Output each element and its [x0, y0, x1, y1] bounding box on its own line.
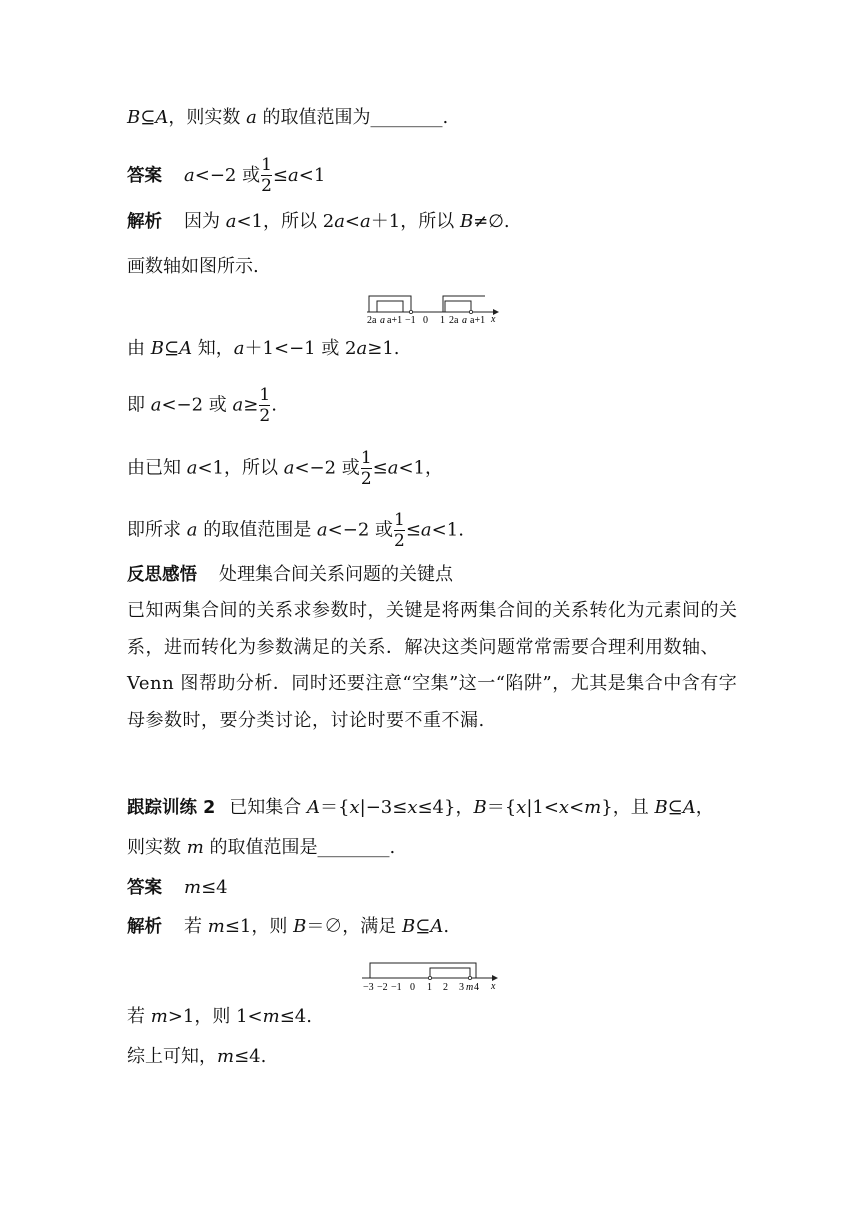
exercise-solution-label: 解析 [127, 917, 162, 937]
nl2-label-3: 3 [459, 982, 464, 993]
nl2-label-0: 0 [410, 982, 415, 993]
number-line-1 [365, 290, 505, 326]
nl1-label-2a-right: 2a [449, 315, 459, 326]
nl2-label-2: 2 [443, 982, 448, 993]
nl1-label-a1-right: a+1 [470, 315, 486, 326]
nl1-label-a1: a+1 [387, 315, 403, 326]
nl1-label-a: a [380, 315, 385, 326]
exercise-label: 跟踪训练 2 [127, 798, 216, 818]
solution-line-3: 由 B⊆A 知，a＋1<−1 或 2a≥1. [127, 338, 400, 359]
solution-label: 解析 [127, 212, 162, 232]
nl2-label-1: 1 [427, 982, 432, 993]
nl1-label-2a: 2a [367, 315, 377, 326]
exercise-answer-label: 答案 [127, 878, 162, 898]
exercise-solution-line-1 [127, 915, 449, 939]
exercise-line-1 [127, 796, 714, 820]
solution-line-2: 画数轴如图所示. [127, 256, 259, 277]
reflection-body: 已知两集合间的关系求参数时，关键是将两集合间的关系转化为元素间的关系，进而转化为参数满足的关系．解决这类问题常常需要合理利用数轴、Venn 图帮助分析．同时还要注意“空集”这一“陷阱”，尤其是集合中含有字母参数时，要分类讨论，讨论时要不重不漏. [127, 600, 738, 731]
nl2-label-m: m [466, 982, 474, 993]
nl1-label-x: x [491, 314, 496, 325]
nl2-label-x: x [491, 981, 496, 992]
solution-text-1: 因为 a<1，所以 2a<a＋1，所以 B≠∅. [184, 211, 510, 232]
exercise-line-2: 则实数 m 的取值范围是________. [127, 837, 396, 858]
nl1-label-neg1: −1 [405, 315, 416, 326]
nl2-label-neg3: −3 [363, 982, 374, 993]
reflection-title: 处理集合间关系问题的关键点 [219, 564, 453, 585]
answer-label: 答案 [127, 165, 162, 186]
solution-line-4: 即 a<−2 或 a≥ $\frac{1}{2}$ . [127, 385, 277, 426]
reflection-label: 反思感悟 [127, 565, 197, 585]
nl1-label-a-right: a [462, 315, 467, 326]
exercise-text-1: 已知集合 A＝{x|−3≤x≤4}，B＝{x|1<x<m}，且 B⊆A， [229, 797, 714, 818]
solution-line-5: 由已知 a<1，所以 a<−2 或 $\frac{1}{2}$ ≤a<1， [127, 448, 444, 489]
exercise-solution-line-2: 若 m>1，则 1<m≤4. [127, 1006, 312, 1027]
answer-line-1 [127, 155, 325, 196]
nl2-label-4: 4 [474, 982, 479, 993]
exercise-solution-line-3: 综上可知，m≤4. [127, 1046, 267, 1067]
exercise-answer [127, 876, 228, 900]
number-line-2 [360, 957, 505, 993]
nl2-label-neg1: −1 [391, 982, 402, 993]
exercise-solution-text-1: 若 m≤1，则 B＝∅，满足 B⊆A. [184, 916, 450, 937]
nl1-label-1: 1 [440, 315, 445, 326]
answer-text: a<−2 或 $\frac{1}{2}$ ≤a<1 [184, 155, 326, 196]
nl2-label-neg2: −2 [377, 982, 388, 993]
question-continuation: B⊆A，则实数 a 的取值范围为________. [127, 107, 449, 128]
exercise-answer-text: m≤4 [184, 877, 228, 898]
nl1-label-0: 0 [423, 315, 428, 326]
reflection-heading [127, 563, 453, 587]
solution-line-1 [127, 210, 510, 234]
solution-line-6: 即所求 a 的取值范围是 a<−2 或 $\frac{1}{2}$ ≤a<1. [127, 510, 464, 551]
